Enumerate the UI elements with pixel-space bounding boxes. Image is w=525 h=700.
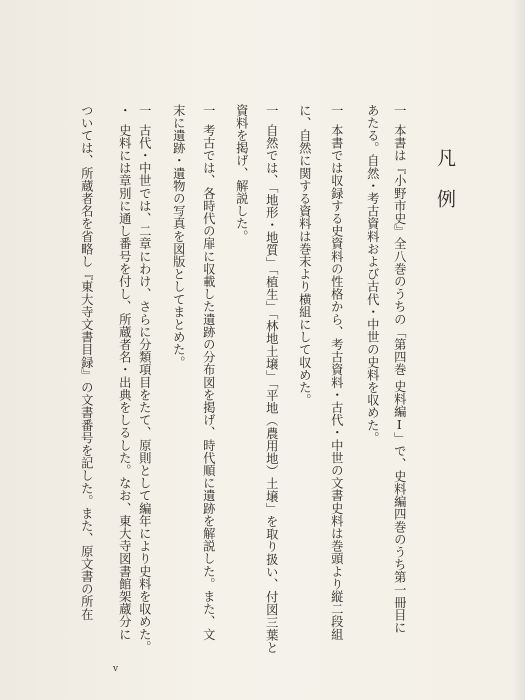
text-line-11: ついては、所蔵者名を省略し『東大寺文書目録』の文書番号を記した。また、原文書の所在 bbox=[79, 104, 94, 621]
text-line-5: 自然では、「地形・地質」「植生」「林地土壌」「平地（農用地）土壌」を取り扱い、付図三葉と bbox=[264, 124, 279, 654]
text-line-10: 史料には章別に通し番号を付し、所蔵者名・出典をしるした。なお、東大寺図書館架蔵分に bbox=[117, 124, 132, 641]
text-line-9: 古代・中世では、二章にわけ、さらに分類項目をたて、原則として編年により史料を収めた。 bbox=[137, 124, 152, 654]
text-line-3: 本書では収録する史資料の性格から、考古資料・古代・中世の文書史料は巻頭より縦二段組 bbox=[329, 124, 344, 641]
bullet-1: 一 bbox=[392, 104, 407, 117]
bullet-4: 一 bbox=[201, 104, 216, 117]
text-line-4: に、自然に関する資料は巻末より横組にして収めた。 bbox=[297, 104, 312, 407]
text-line-1: 本書は『小野市史』全八巻のうちの「第四巻 史料編Ⅰ」で、史料編四巻のうち第一冊目に bbox=[392, 124, 407, 634]
text-line-6: 資料を掲げ、解説した。 bbox=[234, 104, 249, 243]
text-line-7: 考古では、各時代の扉に収載した遺跡の分布図を掲げ、時代順に遺跡を解説した。また、文 bbox=[201, 124, 216, 641]
text-line-2: あたる。自然・考古資料および古代・中世の史料を収めた。 bbox=[365, 104, 380, 445]
text-line-8: 末に遺跡・遺物の写真を図版としてまとめた。 bbox=[171, 104, 186, 369]
bullet-2: 一 bbox=[329, 104, 344, 117]
page-number: v bbox=[113, 664, 119, 674]
bullet-3: 一 bbox=[264, 104, 279, 117]
page-heading: 凡例 bbox=[434, 148, 456, 230]
page-edge-shadow bbox=[511, 0, 525, 700]
bullet-5: 一 bbox=[137, 104, 152, 117]
bullet-6: ・ bbox=[117, 104, 132, 117]
